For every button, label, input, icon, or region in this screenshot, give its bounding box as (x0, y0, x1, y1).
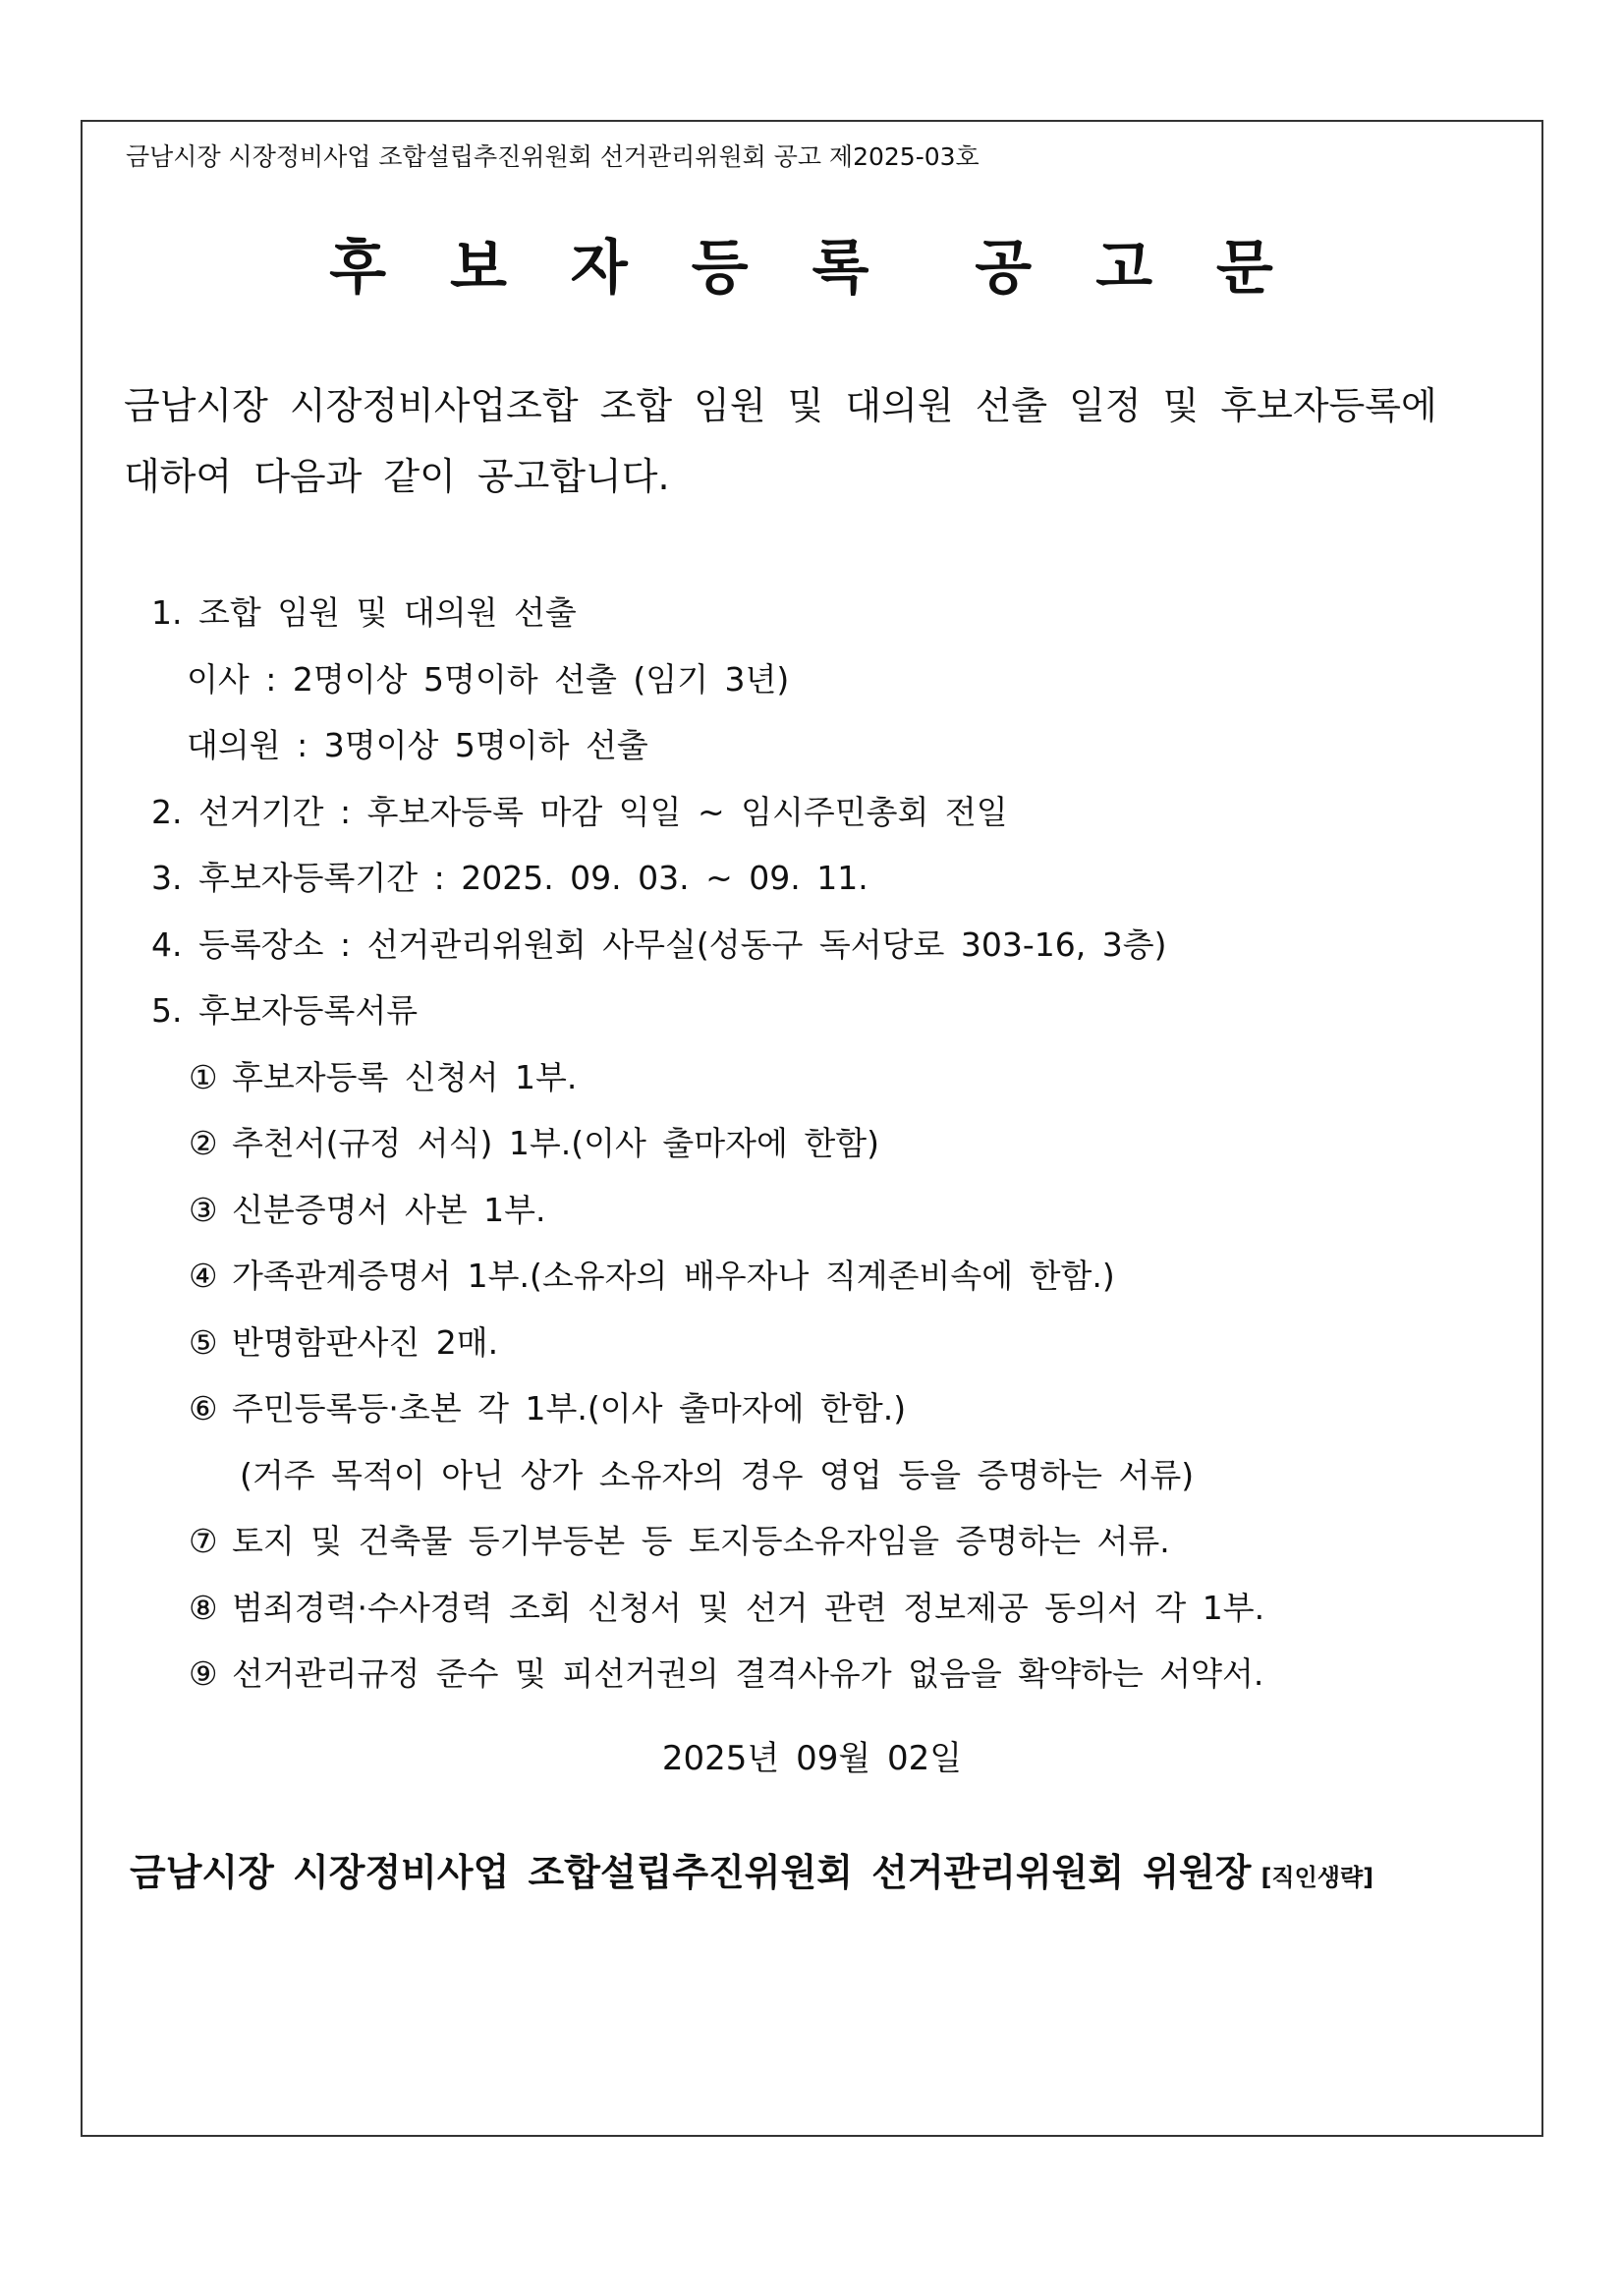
document-item (151, 1243, 1507, 1310)
item-directors: 이사 : 2명이상 5명이하 선출 (임기 3년) (187, 659, 790, 699)
signer-block (130, 1842, 1373, 1896)
document-number: ⑨ (189, 1654, 218, 1693)
document-item (151, 1110, 1507, 1177)
item-election-period: 2. 선거기간 : 후보자등록 마감 익일 ~ 임시주민총회 전일 (151, 792, 1008, 831)
document-number: ⑤ (189, 1322, 218, 1362)
item-required-documents: 5. 후보자등록서류 (151, 991, 419, 1030)
document-title: 후 보 자 등 록 공 고 문 (329, 234, 1295, 303)
document-number: ① (189, 1057, 218, 1096)
document-number: ③ (189, 1190, 218, 1229)
document-item (151, 1375, 1507, 1442)
document-text: 후보자등록 신청서 1부. (232, 1057, 578, 1096)
document-number: ② (189, 1124, 218, 1162)
document-number: ⑧ (189, 1588, 218, 1627)
signer-name: 금남시장 시장정비사업 조합설립추진위원회 선거관리위원회 위원장 (130, 1851, 1252, 1894)
notice-number: 금남시장 시장정비사업 조합설립추진위원회 선거관리위원회 공고 제2025-03호 (126, 142, 980, 171)
document-text: 가족관계증명서 1부.(소유자의 배우자나 직계존비속에 한함.) (232, 1257, 1115, 1295)
document-number: ⑥ (189, 1389, 218, 1428)
document-item (151, 1044, 1507, 1111)
document-item (151, 1177, 1507, 1244)
item-registration-period: 3. 후보자등록기간 : 2025. 09. 03. ~ 09. 11. (151, 859, 868, 897)
document-text: 주민등록등·초본 각 1부.(이사 출마자에 한함.) (232, 1389, 907, 1428)
intro-paragraph (124, 370, 1519, 512)
document-text: 신분증명서 사본 1부. (232, 1190, 546, 1229)
document-item-continuation: (거주 목적이 아닌 상가 소유자의 경우 영업 등을 증명하는 서류) (240, 1455, 1195, 1494)
announcement-items (151, 580, 1507, 1708)
document-text: 선거관리규정 준수 및 피선거권의 결격사유가 없음을 확약하는 서약서. (232, 1654, 1264, 1693)
item-delegates: 대의원 : 3명이상 5명이하 선출 (187, 726, 648, 764)
document-number: ⑦ (189, 1522, 218, 1560)
announcement-date: 2025년 09월 02일 (661, 1739, 963, 1778)
document-item (151, 1508, 1507, 1575)
seal-omitted-note: [직인생략] (1260, 1864, 1374, 1891)
document-item (151, 1310, 1507, 1376)
document-item (151, 1641, 1507, 1708)
intro-line: 대하여 다음과 같이 공고합니다. (124, 455, 670, 498)
document-number: ④ (189, 1257, 218, 1295)
item-registration-place: 4. 등록장소 : 선거관리위원회 사무실(성동구 독서당로 303-16, 3층) (151, 924, 1167, 964)
document-text: 토지 및 건축물 등기부등본 등 토지등소유자임을 증명하는 서류. (232, 1522, 1170, 1560)
document-text: 반명함판사진 2매. (232, 1322, 499, 1362)
document-item (151, 1575, 1507, 1642)
document-text: 추천서(규정 서식) 1부.(이사 출마자에 한함) (232, 1124, 879, 1162)
intro-line: 금남시장 시장정비사업조합 조합 임원 및 대의원 선출 일정 및 후보자등록에 (124, 384, 1437, 427)
document-text: 범죄경력·수사경력 조회 신청서 및 선거 관련 정보제공 동의서 각 1부. (232, 1588, 1265, 1627)
item-election-of-officers: 1. 조합 임원 및 대의원 선출 (151, 593, 577, 632)
